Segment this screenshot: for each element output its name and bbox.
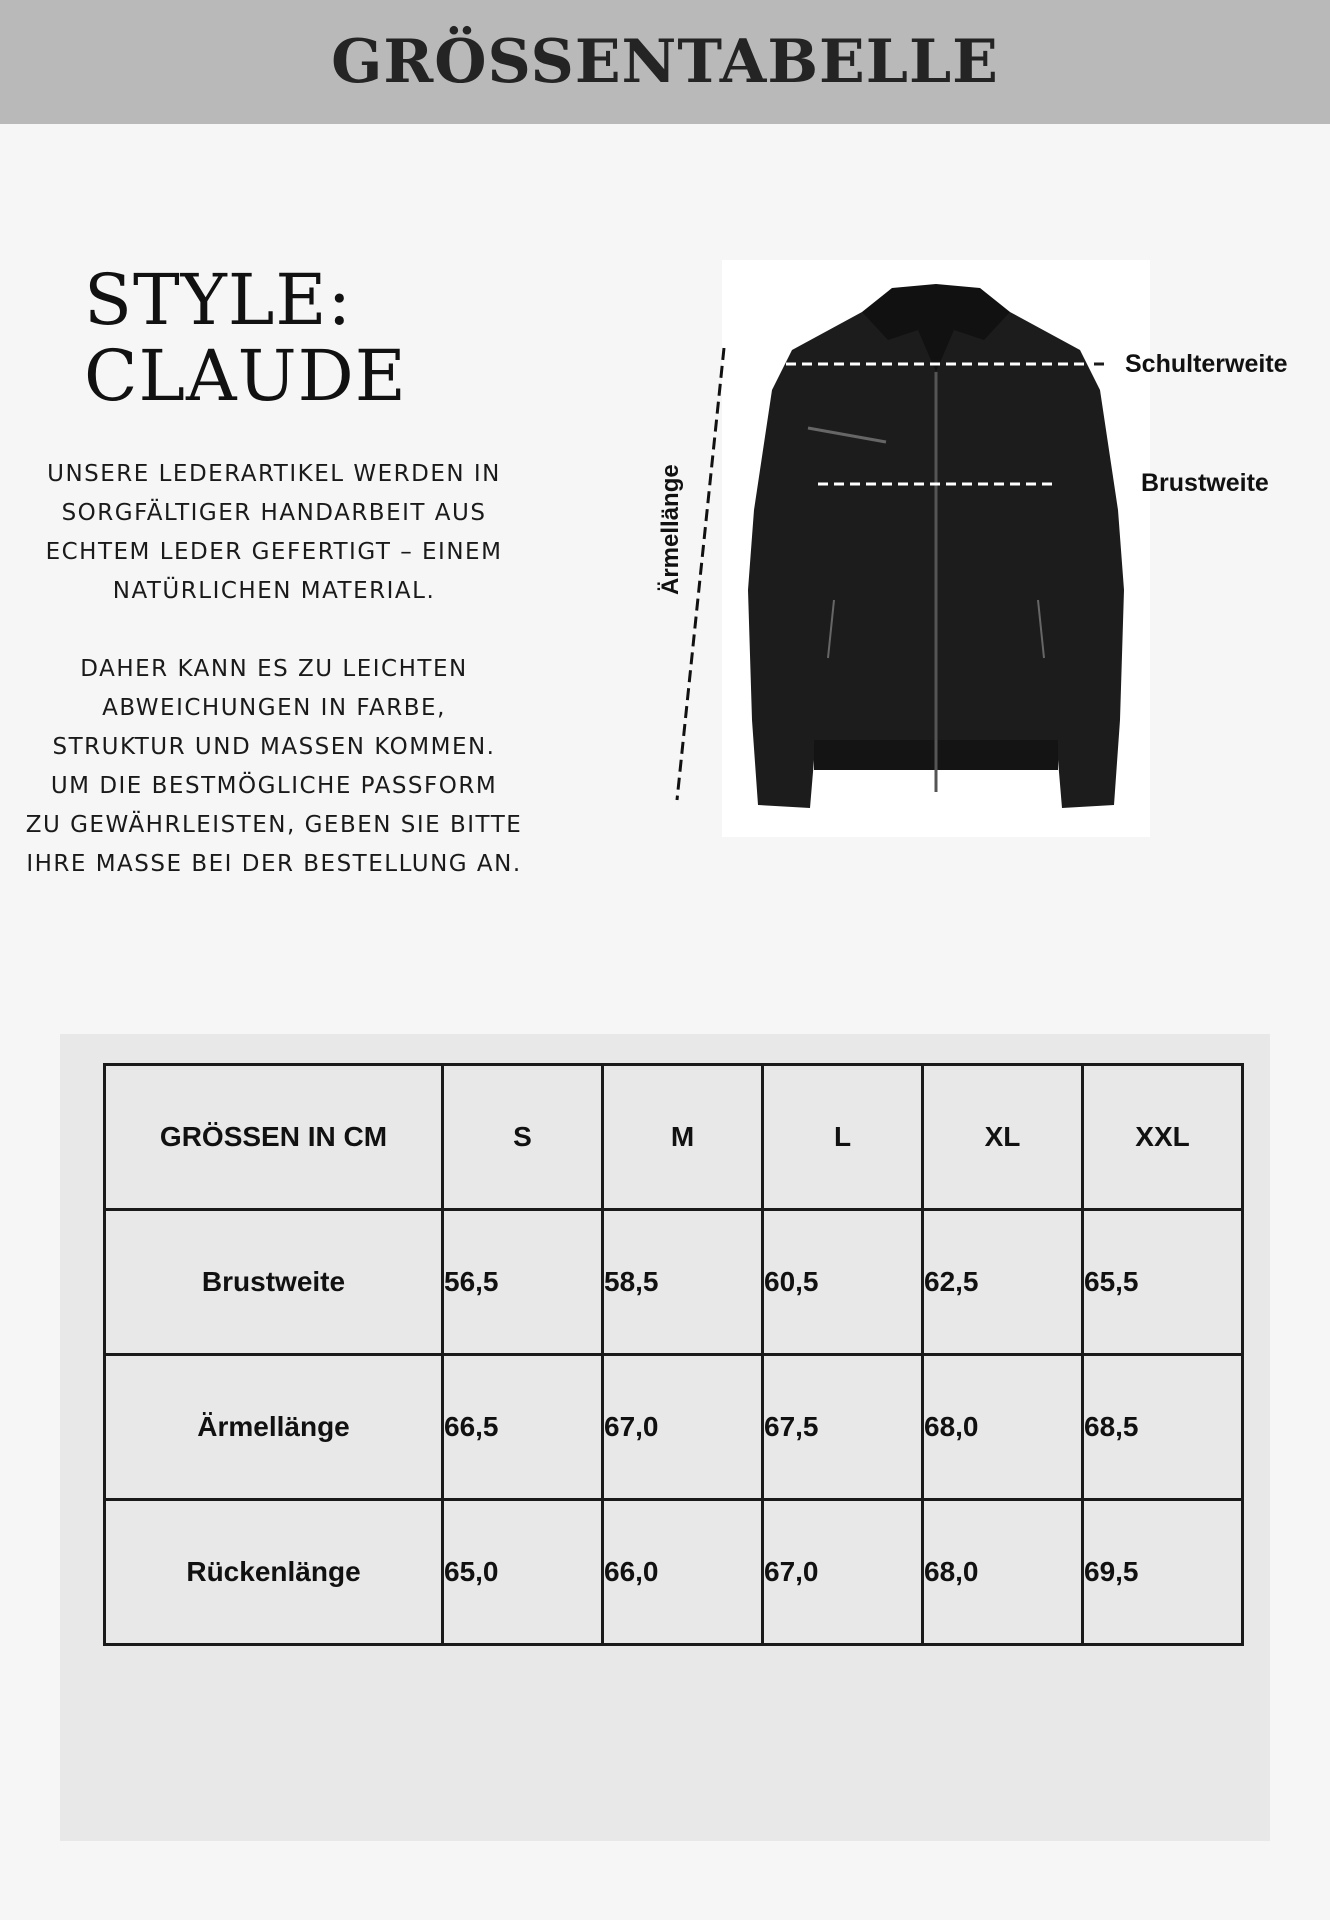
table-cell: 67,0: [763, 1500, 923, 1645]
table-cell: 62,5: [923, 1210, 1083, 1355]
sleeve-length-label: Ärmellänge: [657, 464, 684, 595]
description-line: ECHTEM LEDER GEFERTIGT – EINEM: [45, 539, 503, 565]
style-title-line1: STYLE:: [84, 259, 353, 341]
style-title-line2: CLAUDE: [84, 335, 407, 417]
table-cell: 68,5: [1083, 1355, 1243, 1500]
description-line: UM DIE BESTMÖGLICHE PASSFORM: [50, 773, 498, 799]
table-cell: 60,5: [763, 1210, 923, 1355]
description-line: DAHER KANN ES ZU LEICHTEN: [80, 656, 468, 682]
size-header-xl: XL: [923, 1065, 1083, 1210]
table-row: [105, 1500, 1243, 1645]
table-cell: 66,5: [443, 1355, 603, 1500]
table-cell: 65,0: [443, 1500, 603, 1645]
row-label-chest: Brustweite: [105, 1210, 443, 1355]
description-line: ABWEICHUNGEN IN FARBE,: [102, 695, 446, 721]
table-cell: 67,0: [603, 1355, 763, 1500]
table-corner-header: GRÖSSEN IN CM: [105, 1065, 443, 1210]
table-cell: 69,5: [1083, 1500, 1243, 1645]
table-cell: 65,5: [1083, 1210, 1243, 1355]
table-cell: 56,5: [443, 1210, 603, 1355]
description-line: UNSERE LEDERARTIKEL WERDEN IN: [47, 461, 501, 487]
row-label-sleeve: Ärmellänge: [105, 1355, 443, 1500]
chest-width-label: Brustweite: [1141, 469, 1269, 497]
description-line: IHRE MASSE BEI DER BESTELLUNG AN.: [26, 851, 522, 877]
table-row: [105, 1355, 1243, 1500]
description-line: ZU GEWÄHRLEISTEN, GEBEN SIE BITTE: [25, 812, 523, 838]
row-label-back: Rückenlänge: [105, 1500, 443, 1645]
description-line: SORGFÄLTIGER HANDARBEIT AUS: [61, 500, 487, 526]
description-line: NATÜRLICHEN MATERIAL.: [112, 578, 436, 604]
table-cell: 68,0: [923, 1500, 1083, 1645]
size-table: [103, 1063, 1244, 1646]
table-cell: 67,5: [763, 1355, 923, 1500]
table-cell: 68,0: [923, 1355, 1083, 1500]
size-header-xxl: XXL: [1083, 1065, 1243, 1210]
description-line: STRUKTUR UND MASSEN KOMMEN.: [52, 734, 496, 760]
table-cell: 66,0: [603, 1500, 763, 1645]
page-title: GRÖSSENTABELLE: [331, 27, 999, 97]
table-cell: 58,5: [603, 1210, 763, 1355]
table-row: [105, 1210, 1243, 1355]
size-header-s: S: [443, 1065, 603, 1210]
shoulder-width-label: Schulterweite: [1125, 350, 1288, 378]
table-header-row: [105, 1065, 1243, 1210]
size-header-l: L: [763, 1065, 923, 1210]
size-header-m: M: [603, 1065, 763, 1210]
